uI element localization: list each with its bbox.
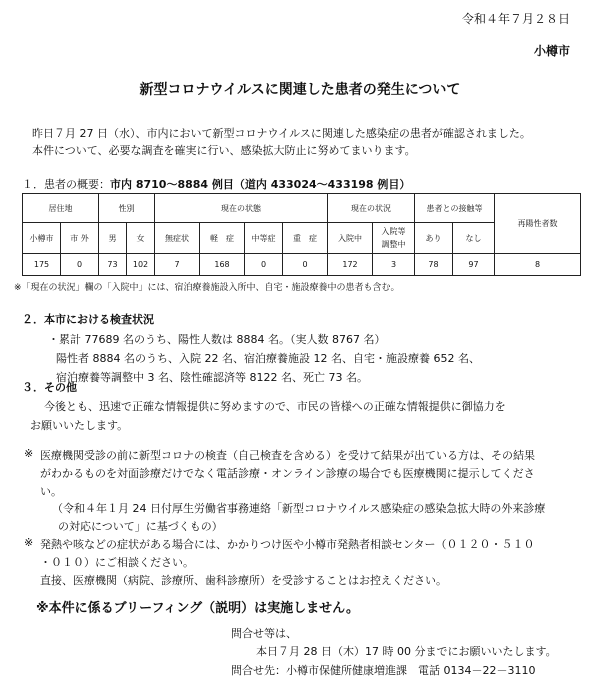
col-female: 女 bbox=[127, 223, 155, 254]
cell-otaru: 175 bbox=[23, 254, 61, 276]
section3-line-1: 今後とも、迅速で正確な情報提供に努めますので、市民の皆様への正確な情報提供に御協力を bbox=[44, 400, 506, 413]
section1-range: 市内 8710～8884 例目（道内 433024～433198 例目） bbox=[110, 178, 411, 191]
notice-2-line-3: 直接、医療機関（病院、診療所、歯科診療所）を受診することはお控えください。 bbox=[40, 574, 447, 587]
cell-male: 73 bbox=[99, 254, 127, 276]
notice-1-ref-1: （令和４年１月 24 日付厚生労働省事務連絡「新型コロナウイルス感染症の感染急拡大時の外来診療 bbox=[52, 502, 546, 515]
contact-deadline: 本日７月 28 日（木）17 時 00 分までにお願いいたします。 bbox=[256, 645, 557, 658]
cell-contact-yes: 78 bbox=[415, 254, 453, 276]
cell-repositive: 8 bbox=[495, 254, 581, 276]
section1-heading bbox=[22, 176, 410, 192]
col-asymptomatic: 無症状 bbox=[155, 223, 200, 254]
section2-line-3: 宿泊療養等調整中 3 名、陰性確認済等 8122 名、死亡 73 名。 bbox=[56, 371, 368, 384]
notice-2-line-2: ・０１０）にご相談ください。 bbox=[40, 556, 194, 569]
intro-line-2: 本件について、必要な調査を確実に行い、感染拡大防止に努めてまいります。 bbox=[32, 144, 416, 157]
group-contact: 患者との接触等 bbox=[415, 194, 495, 223]
group-repositive: 再陽性者数 bbox=[495, 194, 581, 254]
issuer-city: 小樽市 bbox=[533, 44, 570, 58]
section2-heading: ２．本市における検査状況 bbox=[22, 313, 154, 326]
cell-outside: 0 bbox=[61, 254, 99, 276]
cell-contact-no: 97 bbox=[453, 254, 495, 276]
contact-department: 問合せ先：小樽市保健所健康増進課 電話 0134－22－3110 bbox=[231, 664, 536, 677]
table-note: ※「現在の状況」欄の「入院中」には、宿泊療養施設入所中、自宅・施設療養中の患者も含む。 bbox=[14, 283, 400, 293]
section1-number: １． bbox=[22, 178, 44, 191]
briefing-notice: ※本件に係るブリーフィング（説明）は実施しません。 bbox=[36, 601, 359, 616]
col-male: 男 bbox=[99, 223, 127, 254]
notice-2-line-1: 発熱や咳などの症状がある場合には、かかりつけ医や小樽市発熱者相談センター（０１２０・５１０ bbox=[40, 538, 535, 551]
cell-adjusting: 3 bbox=[373, 254, 415, 276]
group-sex: 性別 bbox=[99, 194, 155, 223]
notice-1-mark: ※ bbox=[24, 447, 34, 460]
cell-female: 102 bbox=[127, 254, 155, 276]
table-row bbox=[23, 254, 581, 276]
col-adjusting: 入院等 調整中 bbox=[373, 223, 415, 254]
col-outside: 市 外 bbox=[61, 223, 99, 254]
contact-label: 問合せ等は、 bbox=[231, 627, 297, 640]
notice-1-line-3: い。 bbox=[40, 485, 62, 498]
notice-1-line-1: 医療機関受診の前に新型コロナの検査（自己検査を含める）を受けて結果が出ている方は、その結果 bbox=[40, 449, 535, 462]
cell-asymptomatic: 7 bbox=[155, 254, 200, 276]
cell-severe: 0 bbox=[283, 254, 328, 276]
col-hospitalized: 入院中 bbox=[328, 223, 373, 254]
notice-1-line-2: がわかるものを対面診療だけでなく電話診療・オンライン診療の場合でも医療機関に提示してくださ bbox=[40, 467, 535, 480]
patient-summary-table bbox=[22, 193, 581, 276]
notice-2-mark: ※ bbox=[24, 536, 34, 549]
section2-line-2: 陽性者 8884 名のうち、入院 22 名、宿泊療養施設 12 名、自宅・施設療養 652 名、 bbox=[56, 352, 480, 365]
col-contact-yes: あり bbox=[415, 223, 453, 254]
col-mild: 軽 症 bbox=[200, 223, 245, 254]
release-date: 令和４年７月２８日 bbox=[461, 12, 570, 26]
cell-moderate: 0 bbox=[245, 254, 283, 276]
col-otaru: 小樽市 bbox=[23, 223, 61, 254]
col-contact-no: なし bbox=[453, 223, 495, 254]
section1-title: 患者の概要： bbox=[44, 178, 110, 191]
intro-line-1: 昨日７月 27 日（水）、市内において新型コロナウイルスに関連した感染症の患者が確認されました。 bbox=[32, 127, 531, 140]
section3-heading: ３．その他 bbox=[22, 381, 77, 394]
section2-line-1: ・累計 77689 名のうち、陽性人数は 8884 名。（実人数 8767 名） bbox=[48, 333, 386, 346]
page-title: 新型コロナウイルスに関連した患者の発生について bbox=[139, 82, 461, 98]
section3-line-2: お願いいたします。 bbox=[30, 419, 129, 432]
col-severe: 重 症 bbox=[283, 223, 328, 254]
cell-hospitalized: 172 bbox=[328, 254, 373, 276]
group-condition: 現在の状態 bbox=[155, 194, 328, 223]
cell-mild: 168 bbox=[200, 254, 245, 276]
group-status: 現在の状況 bbox=[328, 194, 415, 223]
col-moderate: 中等症 bbox=[245, 223, 283, 254]
notice-1-ref-2: の対応について」に基づくもの） bbox=[58, 520, 223, 533]
group-residence: 居住地 bbox=[23, 194, 99, 223]
